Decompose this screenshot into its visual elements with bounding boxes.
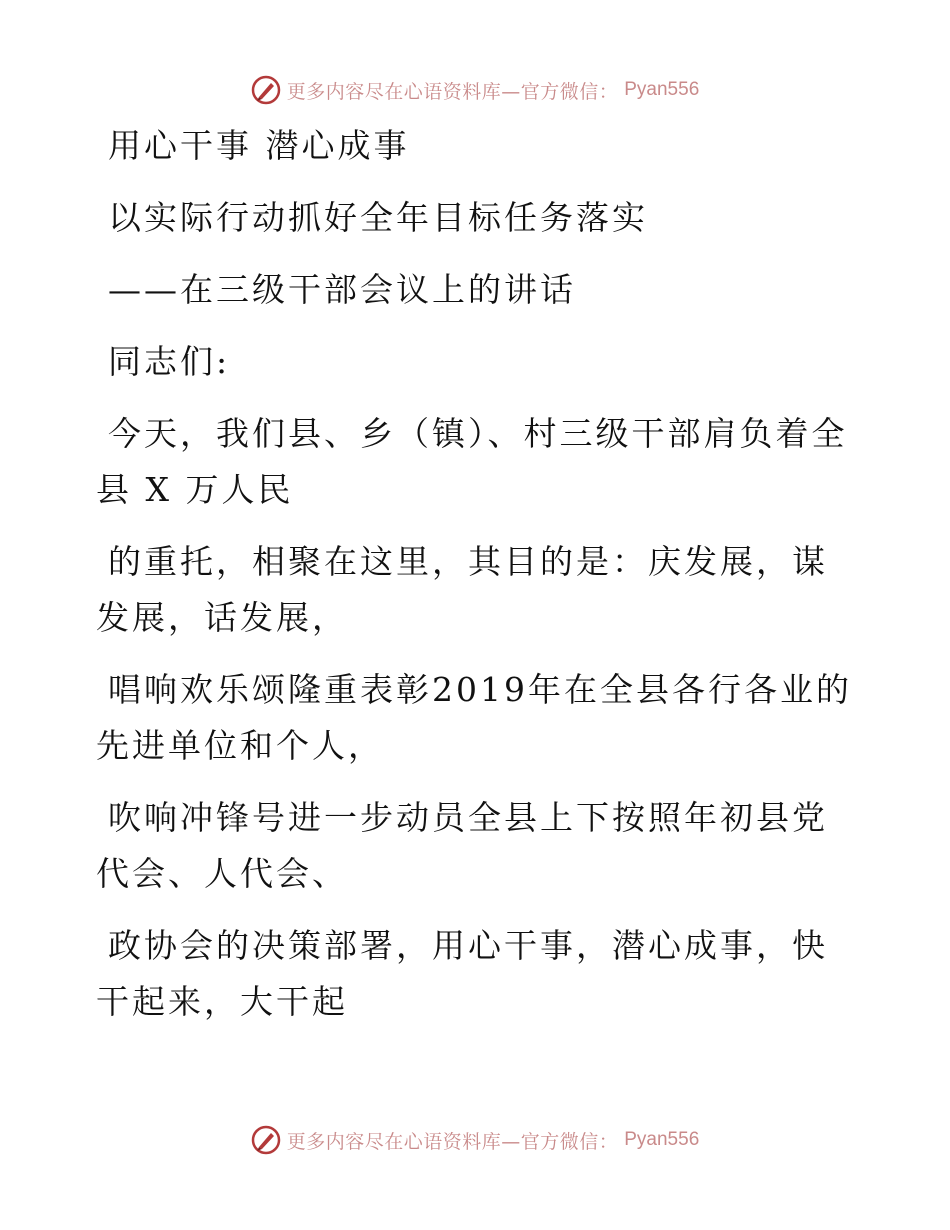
salutation: 同志们: [108,342,231,381]
watermark-text: 更多内容尽在心语资料库—官方微信： [286,1130,619,1153]
quill-pen-logo-icon [251,75,281,105]
paragraph: 的重托，相聚在这里，其目的是：庆发展，谋发展，话发展， [96,542,828,637]
watermark-text: 更多内容尽在心语资料库—官方微信： [286,80,619,103]
document-body [96,118,856,1046]
paragraph: 唱响欢乐颂隆重表彰2019年在全县各行各业的先进单位和个人， [96,670,852,765]
watermark-wechat-id: Pyan556 [624,79,700,100]
header-watermark [0,70,950,110]
paragraph: 今天，我们县、乡（镇）、村三级干部肩负着全县 X 万人民 [96,414,848,509]
document-title-line-2: 以实际行动抓好全年目标任务落实 [108,198,648,237]
document-title-line-1: 用心干事 潜心成事 [108,126,410,165]
document-subtitle: ——在三级干部会议上的讲话 [108,270,576,309]
paragraph: 吹响冲锋号进一步动员全县上下按照年初县党代会、人代会、 [96,798,828,893]
watermark-wechat-id: Pyan556 [624,1129,700,1150]
footer-watermark [0,1120,950,1160]
quill-pen-logo-icon [251,1125,281,1155]
paragraph: 政协会的决策部署，用心干事，潜心成事，快干起来，大干起 [96,926,828,1021]
